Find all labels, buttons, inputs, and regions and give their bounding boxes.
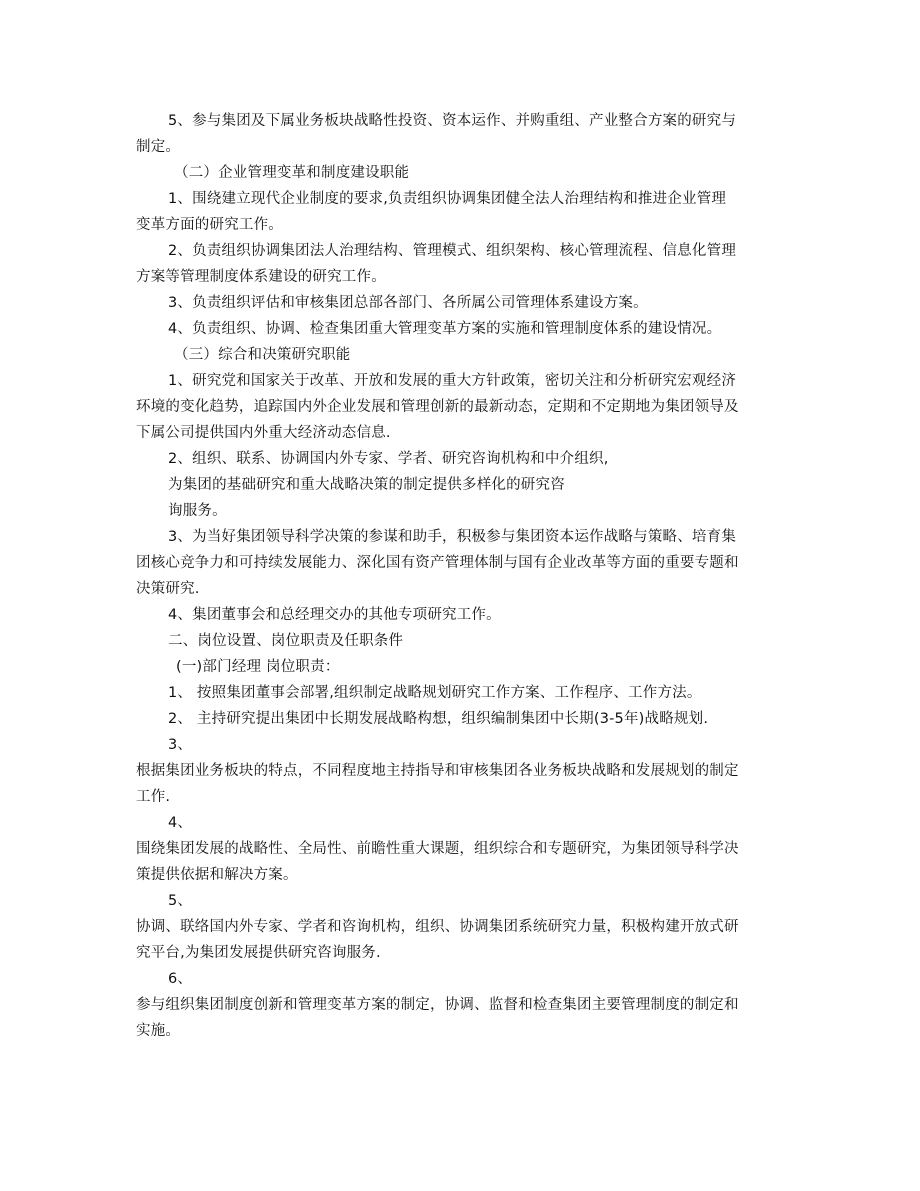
text-line: 变革方面的研究工作。 bbox=[136, 217, 283, 233]
text-line: 4、 bbox=[168, 815, 193, 831]
text-line: 3、 bbox=[168, 737, 193, 753]
text-line: 1、围绕建立现代企业制度的要求,负责组织协调集团健全法人治理结构和推进企业管理 bbox=[168, 191, 727, 207]
text-line: 根据集团业务板块的特点，不同程度地主持指导和审核集团各业务板块战略和发展规划的制定 bbox=[136, 763, 739, 779]
text-line: （三）综合和决策研究职能 bbox=[174, 347, 351, 363]
text-line: 1、 按照集团董事会部署,组织制定战略规划研究工作方案、工作程序、工作方法。 bbox=[168, 685, 702, 701]
document-page bbox=[136, 108, 786, 1044]
text-line: 1、研究党和国家关于改革、开放和发展的重大方针政策，密切关注和分析研究宏观经济 bbox=[168, 373, 737, 389]
text-line: 6、 bbox=[168, 971, 193, 987]
text-line: 询服务。 bbox=[168, 503, 227, 519]
text-line: 3、负责组织评估和审核集团总部各部门、各所属公司管理体系建设方案。 bbox=[168, 295, 648, 311]
text-line: 团核心竞争力和可持续发展能力、深化国有资产管理体制与国有企业改革等方面的重要专题和 bbox=[136, 555, 739, 571]
text-line: 实施。 bbox=[136, 1023, 181, 1039]
text-line: 为集团的基础研究和重大战略决策的制定提供多样化的研究咨 bbox=[168, 477, 565, 493]
text-line: 4、集团董事会和总经理交办的其他专项研究工作。 bbox=[168, 607, 501, 623]
text-line: 工作. bbox=[136, 789, 171, 805]
text-line: 2、负责组织协调集团法人治理结构、管理模式、组织架构、核心管理流程、信息化管理 bbox=[168, 243, 737, 259]
text-line: 二、岗位设置、岗位职责及任职条件 bbox=[168, 633, 404, 649]
text-line: 4、负责组织、协调、检查集团重大管理变革方案的实施和管理制度体系的建设情况。 bbox=[168, 321, 722, 337]
text-line: 协调、联络国内外专家、学者和咨询机构，组织、协调集团系统研究力量，积极构建开放式研 bbox=[136, 919, 739, 935]
text-line: 决策研究. bbox=[136, 581, 200, 597]
text-line: 5、参与集团及下属业务板块战略性投资、资本运作、并购重组、产业整合方案的研究与 bbox=[168, 113, 737, 129]
text-line: 策提供依据和解决方案。 bbox=[136, 867, 298, 883]
text-line: 制定。 bbox=[136, 139, 181, 155]
text-line: 3、为当好集团领导科学决策的参谋和助手，积极参与集团资本运作战略与策略、培育集 bbox=[168, 529, 737, 545]
text-line: 围绕集团发展的战略性、全局性、前瞻性重大课题，组织综合和专题研究，为集团领导科学决 bbox=[136, 841, 739, 857]
text-line: 2、 主持研究提出集团中长期发展战略构想，组织编制集团中长期(3-5年)战略规划. bbox=[168, 711, 709, 727]
text-line: (一)部门经理 岗位职责： bbox=[176, 659, 340, 675]
text-line: （二）企业管理变革和制度建设职能 bbox=[174, 165, 410, 181]
text-line: 究平台,为集团发展提供研究咨询服务. bbox=[136, 945, 381, 961]
text-line: 5、 bbox=[168, 893, 193, 909]
text-line: 2、组织、联系、协调国内外专家、学者、研究咨询机构和中介组织, bbox=[168, 451, 609, 467]
text-line: 下属公司提供国内外重大经济动态信息. bbox=[136, 425, 391, 441]
text-line: 环境的变化趋势，追踪国内外企业发展和管理创新的最新动态，定期和不定期地为集团领导及 bbox=[136, 399, 739, 415]
text-line: 参与组织集团制度创新和管理变革方案的制定，协调、监督和检查集团主要管理制度的制定和 bbox=[136, 997, 739, 1013]
text-line: 方案等管理制度体系建设的研究工作。 bbox=[136, 269, 386, 285]
